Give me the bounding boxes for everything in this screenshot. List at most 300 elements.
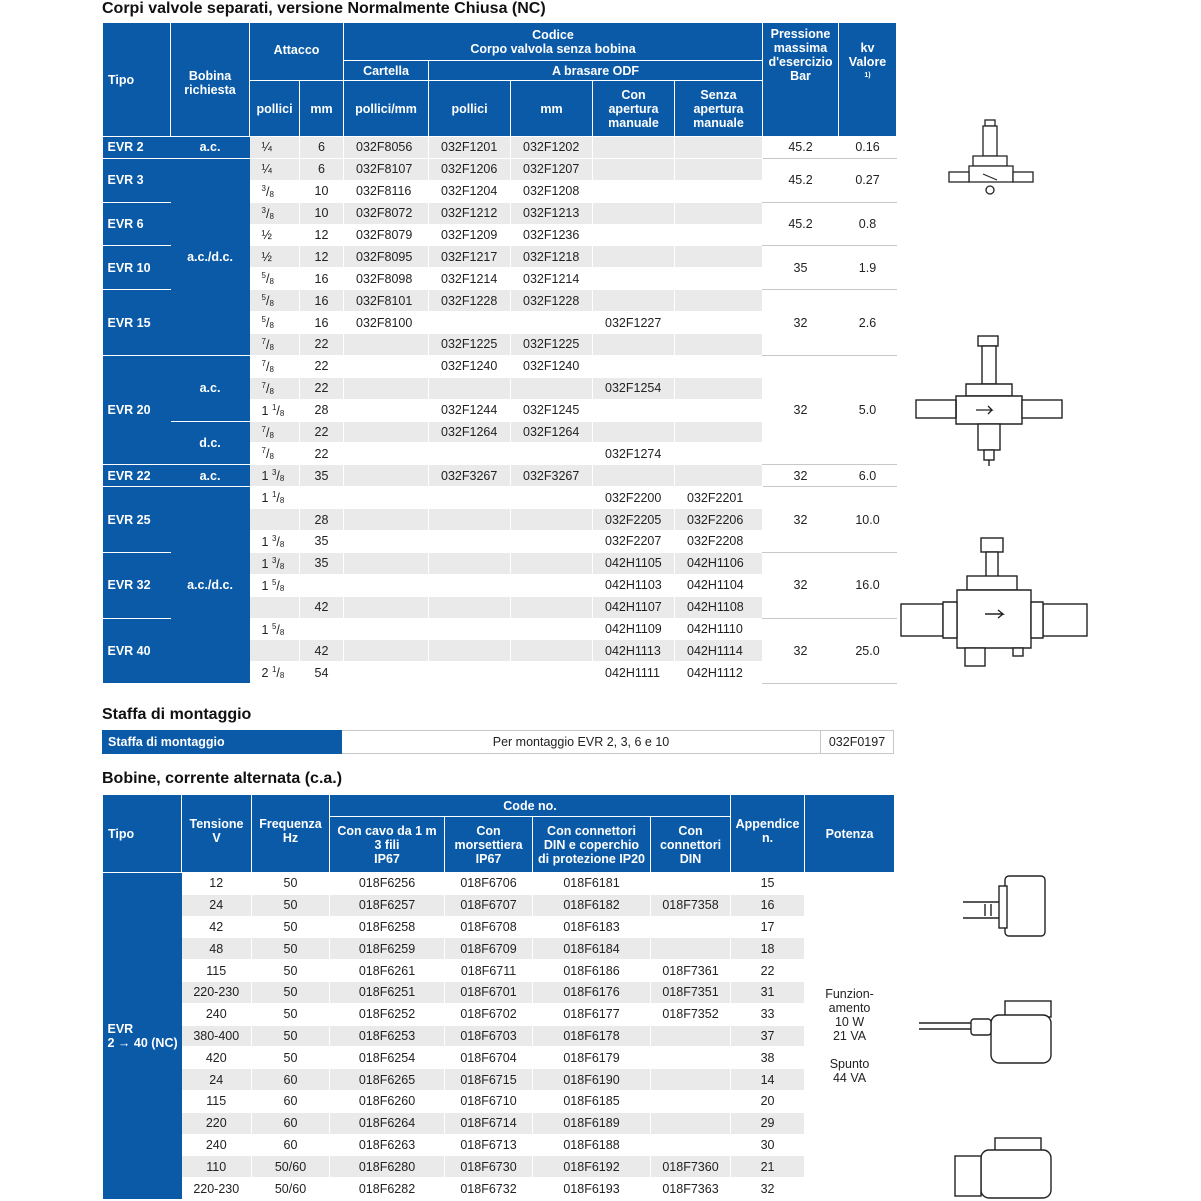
flare-code-cell [344, 531, 429, 553]
manual-open-code-cell: 042H1107 [593, 596, 675, 618]
mm-cell: 28 [300, 399, 344, 421]
cable-code-cell: 018F6258 [330, 916, 445, 938]
type-cell: EVR 10 [103, 246, 171, 290]
mm-cell: 22 [300, 355, 344, 377]
din-code-cell [651, 1069, 731, 1091]
type-cell: EVR 22 [103, 465, 171, 487]
din-code-cell: 018F7358 [651, 894, 731, 916]
cable-code-cell: 018F6264 [330, 1112, 445, 1134]
type-cell: EVR 3 [103, 158, 171, 202]
col-con-apertura: Con apertura manuale [593, 81, 675, 137]
din-cover-code-cell: 018F6186 [533, 960, 651, 982]
odf-mm-code-cell: 032F1214 [511, 268, 593, 290]
coil-row [103, 1047, 895, 1069]
flare-code-cell [344, 465, 429, 487]
flare-code-cell [344, 640, 429, 662]
manual-open-code-cell: 032F1254 [593, 377, 675, 399]
terminal-box-code-cell: 018F6713 [445, 1134, 533, 1156]
inch-cell: 1 $^3/_8$ [250, 531, 300, 553]
din-code-cell [651, 1112, 731, 1134]
flare-code-cell [344, 618, 429, 640]
valve-row [103, 355, 897, 377]
appendix-cell: 18 [731, 938, 805, 960]
no-manual-open-code-cell [675, 421, 763, 443]
din-code-cell: 018F7352 [651, 1003, 731, 1025]
odf-inch-code-cell: 032F1225 [429, 334, 511, 356]
cable-code-cell: 018F6257 [330, 894, 445, 916]
flare-code-cell: 032F8056 [344, 137, 429, 159]
din-code-cell [651, 1047, 731, 1069]
cable-code-cell: 018F6265 [330, 1069, 445, 1091]
flare-code-cell [344, 596, 429, 618]
odf-mm-code-cell [511, 618, 593, 640]
col-pollici-mm: pollici/mm [344, 81, 429, 137]
cable-code-cell: 018F6282 [330, 1178, 445, 1200]
odf-inch-code-cell [429, 640, 511, 662]
din-cover-code-cell: 018F6190 [533, 1069, 651, 1091]
odf-inch-code-cell [429, 487, 511, 509]
manual-open-code-cell [593, 246, 675, 268]
inch-cell: $^5/_8$ [250, 268, 300, 290]
odf-mm-code-cell: 032F3267 [511, 465, 593, 487]
col-bobina: Bobina richiesta [171, 23, 250, 137]
col-kv: kv Valore 1) [839, 23, 897, 137]
din-code-cell [651, 916, 731, 938]
frequency-cell: 50 [252, 960, 330, 982]
col-mm: mm [300, 81, 344, 137]
odf-inch-code-cell: 032F1204 [429, 180, 511, 202]
terminal-box-code-cell: 018F6707 [445, 894, 533, 916]
odf-inch-code-cell: 032F1209 [429, 224, 511, 246]
coil-row [103, 1156, 895, 1178]
coil-row [103, 873, 895, 895]
manual-open-code-cell [593, 465, 675, 487]
frequency-cell: 50 [252, 981, 330, 1003]
col-potenza: Potenza [805, 795, 895, 873]
coil-row [103, 981, 895, 1003]
odf-inch-code-cell: 032F3267 [429, 465, 511, 487]
manual-open-code-cell [593, 290, 675, 312]
evr32-valve-drawing [897, 536, 1097, 676]
mm-cell: 12 [300, 224, 344, 246]
odf-mm-code-cell: 032F1225 [511, 334, 593, 356]
appendix-cell: 17 [731, 916, 805, 938]
odf-inch-code-cell: 032F1212 [429, 202, 511, 224]
frequency-cell: 50 [252, 894, 330, 916]
coil-row [103, 1134, 895, 1156]
manual-open-code-cell [593, 268, 675, 290]
odf-mm-code-cell [511, 443, 593, 465]
inch-cell: 1 $^5/_8$ [250, 574, 300, 596]
frequency-cell: 50 [252, 1025, 330, 1047]
flare-code-cell: 032F8072 [344, 202, 429, 224]
mm-cell: 35 [300, 531, 344, 553]
odf-inch-code-cell: 032F1217 [429, 246, 511, 268]
voltage-cell: 240 [182, 1003, 252, 1025]
odf-inch-code-cell [429, 531, 511, 553]
frequency-cell: 50 [252, 873, 330, 895]
no-manual-open-code-cell [675, 137, 763, 159]
odf-mm-code-cell: 032F1208 [511, 180, 593, 202]
no-manual-open-code-cell: 042H1114 [675, 640, 763, 662]
coil-din-drawing [945, 1130, 1055, 1201]
evr20-valve-drawing [912, 334, 1086, 468]
voltage-cell: 220-230 [182, 1178, 252, 1200]
mm-cell: 28 [300, 509, 344, 531]
terminal-box-code-cell: 018F6710 [445, 1090, 533, 1112]
flare-code-cell [344, 334, 429, 356]
no-manual-open-code-cell [675, 399, 763, 421]
voltage-cell: 220-230 [182, 981, 252, 1003]
cable-code-cell: 018F6260 [330, 1090, 445, 1112]
manual-open-code-cell [593, 224, 675, 246]
title-valve-bodies: Corpi valvole separati, versione Normalmente Chiusa (NC) [102, 0, 546, 17]
coils-table [102, 794, 895, 1200]
din-code-cell: 018F7361 [651, 960, 731, 982]
pressure-cell: 35 [763, 246, 839, 290]
inch-cell [250, 596, 300, 618]
coil-row [103, 1112, 895, 1134]
col-brasare-pollici: pollici [429, 81, 511, 137]
mm-cell: 35 [300, 465, 344, 487]
kv-cell: 0.8 [839, 202, 897, 246]
cable-code-cell: 018F6259 [330, 938, 445, 960]
type-cell: EVR 6 [103, 202, 171, 246]
din-cover-code-cell: 018F6184 [533, 938, 651, 960]
din-cover-code-cell: 018F6188 [533, 1134, 651, 1156]
manual-open-code-cell [593, 355, 675, 377]
cable-code-cell: 018F6256 [330, 873, 445, 895]
voltage-cell: 115 [182, 960, 252, 982]
coil-row [103, 1069, 895, 1091]
kv-cell: 2.6 [839, 290, 897, 356]
odf-mm-code-cell: 032F1236 [511, 224, 593, 246]
din-code-cell [651, 873, 731, 895]
odf-inch-code-cell: 032F1244 [429, 399, 511, 421]
col-morsettiera: Con morsettiera IP67 [445, 817, 533, 873]
no-manual-open-code-cell [675, 246, 763, 268]
appendix-cell: 29 [731, 1112, 805, 1134]
terminal-box-code-cell: 018F6730 [445, 1156, 533, 1178]
odf-mm-code-cell [511, 509, 593, 531]
odf-mm-code-cell [511, 377, 593, 399]
inch-cell: ¼ [250, 158, 300, 180]
flare-code-cell [344, 399, 429, 421]
col-frequenza: Frequenza Hz [252, 795, 330, 873]
din-code-cell [651, 1090, 731, 1112]
terminal-box-code-cell: 018F6732 [445, 1178, 533, 1200]
flare-code-cell [344, 487, 429, 509]
coil-cell: d.c. [171, 421, 250, 465]
din-cover-code-cell: 018F6192 [533, 1156, 651, 1178]
mm-cell: 6 [300, 137, 344, 159]
coil-row [103, 894, 895, 916]
mounting-bracket-table [102, 730, 894, 754]
din-code-cell [651, 1134, 731, 1156]
no-manual-open-code-cell: 042H1110 [675, 618, 763, 640]
mm-cell: 42 [300, 640, 344, 662]
odf-inch-code-cell: 032F1264 [429, 421, 511, 443]
appendix-cell: 16 [731, 894, 805, 916]
voltage-cell: 380-400 [182, 1025, 252, 1047]
coil-row [103, 1025, 895, 1047]
inch-cell: $^5/_8$ [250, 290, 300, 312]
valve-row [103, 465, 897, 487]
flare-code-cell [344, 421, 429, 443]
title-mounting-bracket: Staffa di montaggio [102, 706, 252, 723]
flare-code-cell [344, 662, 429, 684]
valve-row [103, 137, 897, 159]
din-code-cell: 018F7351 [651, 981, 731, 1003]
manual-open-code-cell: 032F1274 [593, 443, 675, 465]
pressure-cell: 32 [763, 552, 839, 618]
inch-cell: 1 $^5/_8$ [250, 618, 300, 640]
cable-code-cell: 018F6280 [330, 1156, 445, 1178]
terminal-box-code-cell: 018F6709 [445, 938, 533, 960]
flare-code-cell: 032F8100 [344, 312, 429, 334]
terminal-box-code-cell: 018F6715 [445, 1069, 533, 1091]
no-manual-open-code-cell [675, 202, 763, 224]
odf-mm-code-cell [511, 531, 593, 553]
pressure-cell: 45.2 [763, 158, 839, 202]
mm-cell: 22 [300, 421, 344, 443]
odf-mm-code-cell [511, 574, 593, 596]
coil-row [103, 960, 895, 982]
col-codice: Codice Corpo valvola senza bobina [344, 23, 763, 61]
no-manual-open-code-cell: 032F2206 [675, 509, 763, 531]
col-cartella: Cartella [344, 61, 429, 81]
col-attacco: Attacco [250, 23, 344, 81]
terminal-box-code-cell: 018F6711 [445, 960, 533, 982]
din-cover-code-cell: 018F6193 [533, 1178, 651, 1200]
manual-open-code-cell: 032F1227 [593, 312, 675, 334]
din-cover-code-cell: 018F6178 [533, 1025, 651, 1047]
inch-cell: $^7/_8$ [250, 355, 300, 377]
no-manual-open-code-cell [675, 355, 763, 377]
odf-mm-code-cell: 032F1245 [511, 399, 593, 421]
odf-inch-code-cell [429, 596, 511, 618]
cable-code-cell: 018F6261 [330, 960, 445, 982]
no-manual-open-code-cell: 032F2201 [675, 487, 763, 509]
odf-mm-code-cell: 032F1228 [511, 290, 593, 312]
mm-cell [300, 487, 344, 509]
inch-cell: 1 $^3/_8$ [250, 552, 300, 574]
type-cell: EVR 40 [103, 618, 171, 684]
manual-open-code-cell: 042H1105 [593, 552, 675, 574]
kv-cell: 25.0 [839, 618, 897, 684]
no-manual-open-code-cell [675, 224, 763, 246]
voltage-cell: 115 [182, 1090, 252, 1112]
inch-cell: $^7/_8$ [250, 377, 300, 399]
frequency-cell: 50/60 [252, 1178, 330, 1200]
terminal-box-code-cell: 018F6714 [445, 1112, 533, 1134]
kv-cell: 10.0 [839, 487, 897, 553]
valve-row [103, 487, 897, 509]
terminal-box-code-cell: 018F6702 [445, 1003, 533, 1025]
mm-cell: 10 [300, 180, 344, 202]
appendix-cell: 21 [731, 1156, 805, 1178]
odf-inch-code-cell [429, 552, 511, 574]
appendix-cell: 15 [731, 873, 805, 895]
pressure-cell: 32 [763, 465, 839, 487]
appendix-cell: 14 [731, 1069, 805, 1091]
power-cell: Funzion- amento 10 W 21 VA Spunto 44 VA [805, 873, 895, 1200]
manual-open-code-cell: 042H1103 [593, 574, 675, 596]
din-cover-code-cell: 018F6182 [533, 894, 651, 916]
odf-inch-code-cell [429, 574, 511, 596]
voltage-cell: 24 [182, 894, 252, 916]
kv-cell: 6.0 [839, 465, 897, 487]
coil-row [103, 1178, 895, 1200]
manual-open-code-cell: 032F2207 [593, 531, 675, 553]
manual-open-code-cell [593, 180, 675, 202]
inch-cell: $^7/_8$ [250, 421, 300, 443]
coil-row [103, 1090, 895, 1112]
voltage-cell: 12 [182, 873, 252, 895]
odf-mm-code-cell: 032F1218 [511, 246, 593, 268]
col-brasare: A brasare ODF [429, 61, 763, 81]
manual-open-code-cell: 032F2205 [593, 509, 675, 531]
din-cover-code-cell: 018F6189 [533, 1112, 651, 1134]
pressure-cell: 45.2 [763, 137, 839, 159]
col-din: Con connettori DIN [651, 817, 731, 873]
coil-cell: a.c. [171, 355, 250, 421]
col-code-no: Code no. [330, 795, 731, 817]
pressure-cell: 32 [763, 618, 839, 684]
valve-row [103, 158, 897, 180]
cable-code-cell: 018F6252 [330, 1003, 445, 1025]
din-code-cell [651, 938, 731, 960]
mm-cell: 42 [300, 596, 344, 618]
manual-open-code-cell [593, 421, 675, 443]
inch-cell: ½ [250, 224, 300, 246]
flare-code-cell [344, 355, 429, 377]
pressure-cell: 32 [763, 355, 839, 464]
frequency-cell: 50 [252, 1003, 330, 1025]
mm-cell: 22 [300, 334, 344, 356]
din-cover-code-cell: 018F6177 [533, 1003, 651, 1025]
cable-code-cell: 018F6253 [330, 1025, 445, 1047]
inch-cell: $^5/_8$ [250, 312, 300, 334]
voltage-cell: 420 [182, 1047, 252, 1069]
mm-cell: 22 [300, 377, 344, 399]
col-coil-tipo: Tipo [103, 795, 182, 873]
appendix-cell: 30 [731, 1134, 805, 1156]
appendix-cell: 22 [731, 960, 805, 982]
no-manual-open-code-cell: 042H1112 [675, 662, 763, 684]
odf-mm-code-cell: 032F1264 [511, 421, 593, 443]
odf-inch-code-cell [429, 618, 511, 640]
odf-mm-code-cell [511, 596, 593, 618]
odf-inch-code-cell [429, 443, 511, 465]
appendix-cell: 37 [731, 1025, 805, 1047]
coil-cable-drawing [955, 872, 1055, 952]
mm-cell [300, 574, 344, 596]
inch-cell: $^7/_8$ [250, 334, 300, 356]
odf-mm-code-cell: 032F1202 [511, 137, 593, 159]
type-cell: EVR 15 [103, 290, 171, 356]
voltage-cell: 24 [182, 1069, 252, 1091]
mm-cell [300, 618, 344, 640]
din-code-cell: 018F7360 [651, 1156, 731, 1178]
no-manual-open-code-cell: 042H1104 [675, 574, 763, 596]
manual-open-code-cell [593, 399, 675, 421]
odf-mm-code-cell [511, 662, 593, 684]
manual-open-code-cell: 042H1111 [593, 662, 675, 684]
flare-code-cell: 032F8116 [344, 180, 429, 202]
no-manual-open-code-cell [675, 158, 763, 180]
frequency-cell: 60 [252, 1090, 330, 1112]
mm-cell: 16 [300, 312, 344, 334]
cable-code-cell: 018F6251 [330, 981, 445, 1003]
voltage-cell: 42 [182, 916, 252, 938]
no-manual-open-code-cell: 042H1108 [675, 596, 763, 618]
manual-open-code-cell [593, 137, 675, 159]
no-manual-open-code-cell [675, 377, 763, 399]
terminal-box-code-cell: 018F6706 [445, 873, 533, 895]
type-cell: EVR 2 [103, 137, 171, 159]
odf-mm-code-cell [511, 312, 593, 334]
valve-bodies-table [102, 22, 897, 684]
odf-mm-code-cell: 032F1240 [511, 355, 593, 377]
no-manual-open-code-cell: 032F2208 [675, 531, 763, 553]
col-din-coperchio: Con connettori DIN e coperchio di protezione IP20 [533, 817, 651, 873]
cable-code-cell: 018F6263 [330, 1134, 445, 1156]
col-pressione: Pressione massima d'esercizio Bar [763, 23, 839, 137]
din-code-cell [651, 1025, 731, 1047]
odf-inch-code-cell: 032F1201 [429, 137, 511, 159]
col-tensione: Tensione V [182, 795, 252, 873]
flare-code-cell: 032F8095 [344, 246, 429, 268]
odf-inch-code-cell [429, 509, 511, 531]
no-manual-open-code-cell [675, 443, 763, 465]
odf-inch-code-cell: 032F1228 [429, 290, 511, 312]
flare-code-cell: 032F8098 [344, 268, 429, 290]
odf-inch-code-cell [429, 312, 511, 334]
manual-open-code-cell [593, 202, 675, 224]
bracket-code: 032F0197 [821, 731, 894, 754]
coil-row [103, 1003, 895, 1025]
kv-cell: 0.27 [839, 158, 897, 202]
flare-code-cell [344, 552, 429, 574]
inch-cell [250, 640, 300, 662]
terminal-box-code-cell: 018F6708 [445, 916, 533, 938]
flare-code-cell [344, 509, 429, 531]
voltage-cell: 220 [182, 1112, 252, 1134]
voltage-cell: 48 [182, 938, 252, 960]
evr2-valve-drawing [945, 118, 1037, 204]
no-manual-open-code-cell [675, 268, 763, 290]
flare-code-cell [344, 377, 429, 399]
inch-cell [250, 509, 300, 531]
voltage-cell: 110 [182, 1156, 252, 1178]
din-cover-code-cell: 018F6185 [533, 1090, 651, 1112]
inch-cell: ¼ [250, 137, 300, 159]
frequency-cell: 50 [252, 1047, 330, 1069]
flare-code-cell [344, 574, 429, 596]
col-brasare-mm: mm [511, 81, 593, 137]
flare-code-cell: 032F8079 [344, 224, 429, 246]
mm-cell: 12 [300, 246, 344, 268]
pressure-cell: 45.2 [763, 202, 839, 246]
no-manual-open-code-cell [675, 180, 763, 202]
flare-code-cell: 032F8107 [344, 158, 429, 180]
bracket-description: Per montaggio EVR 2, 3, 6 e 10 [342, 731, 821, 754]
coil-cell: a.c./d.c. [171, 158, 250, 355]
coil-cell: a.c. [171, 137, 250, 159]
coil-cell: a.c./d.c. [171, 487, 250, 684]
din-code-cell: 018F7363 [651, 1178, 731, 1200]
